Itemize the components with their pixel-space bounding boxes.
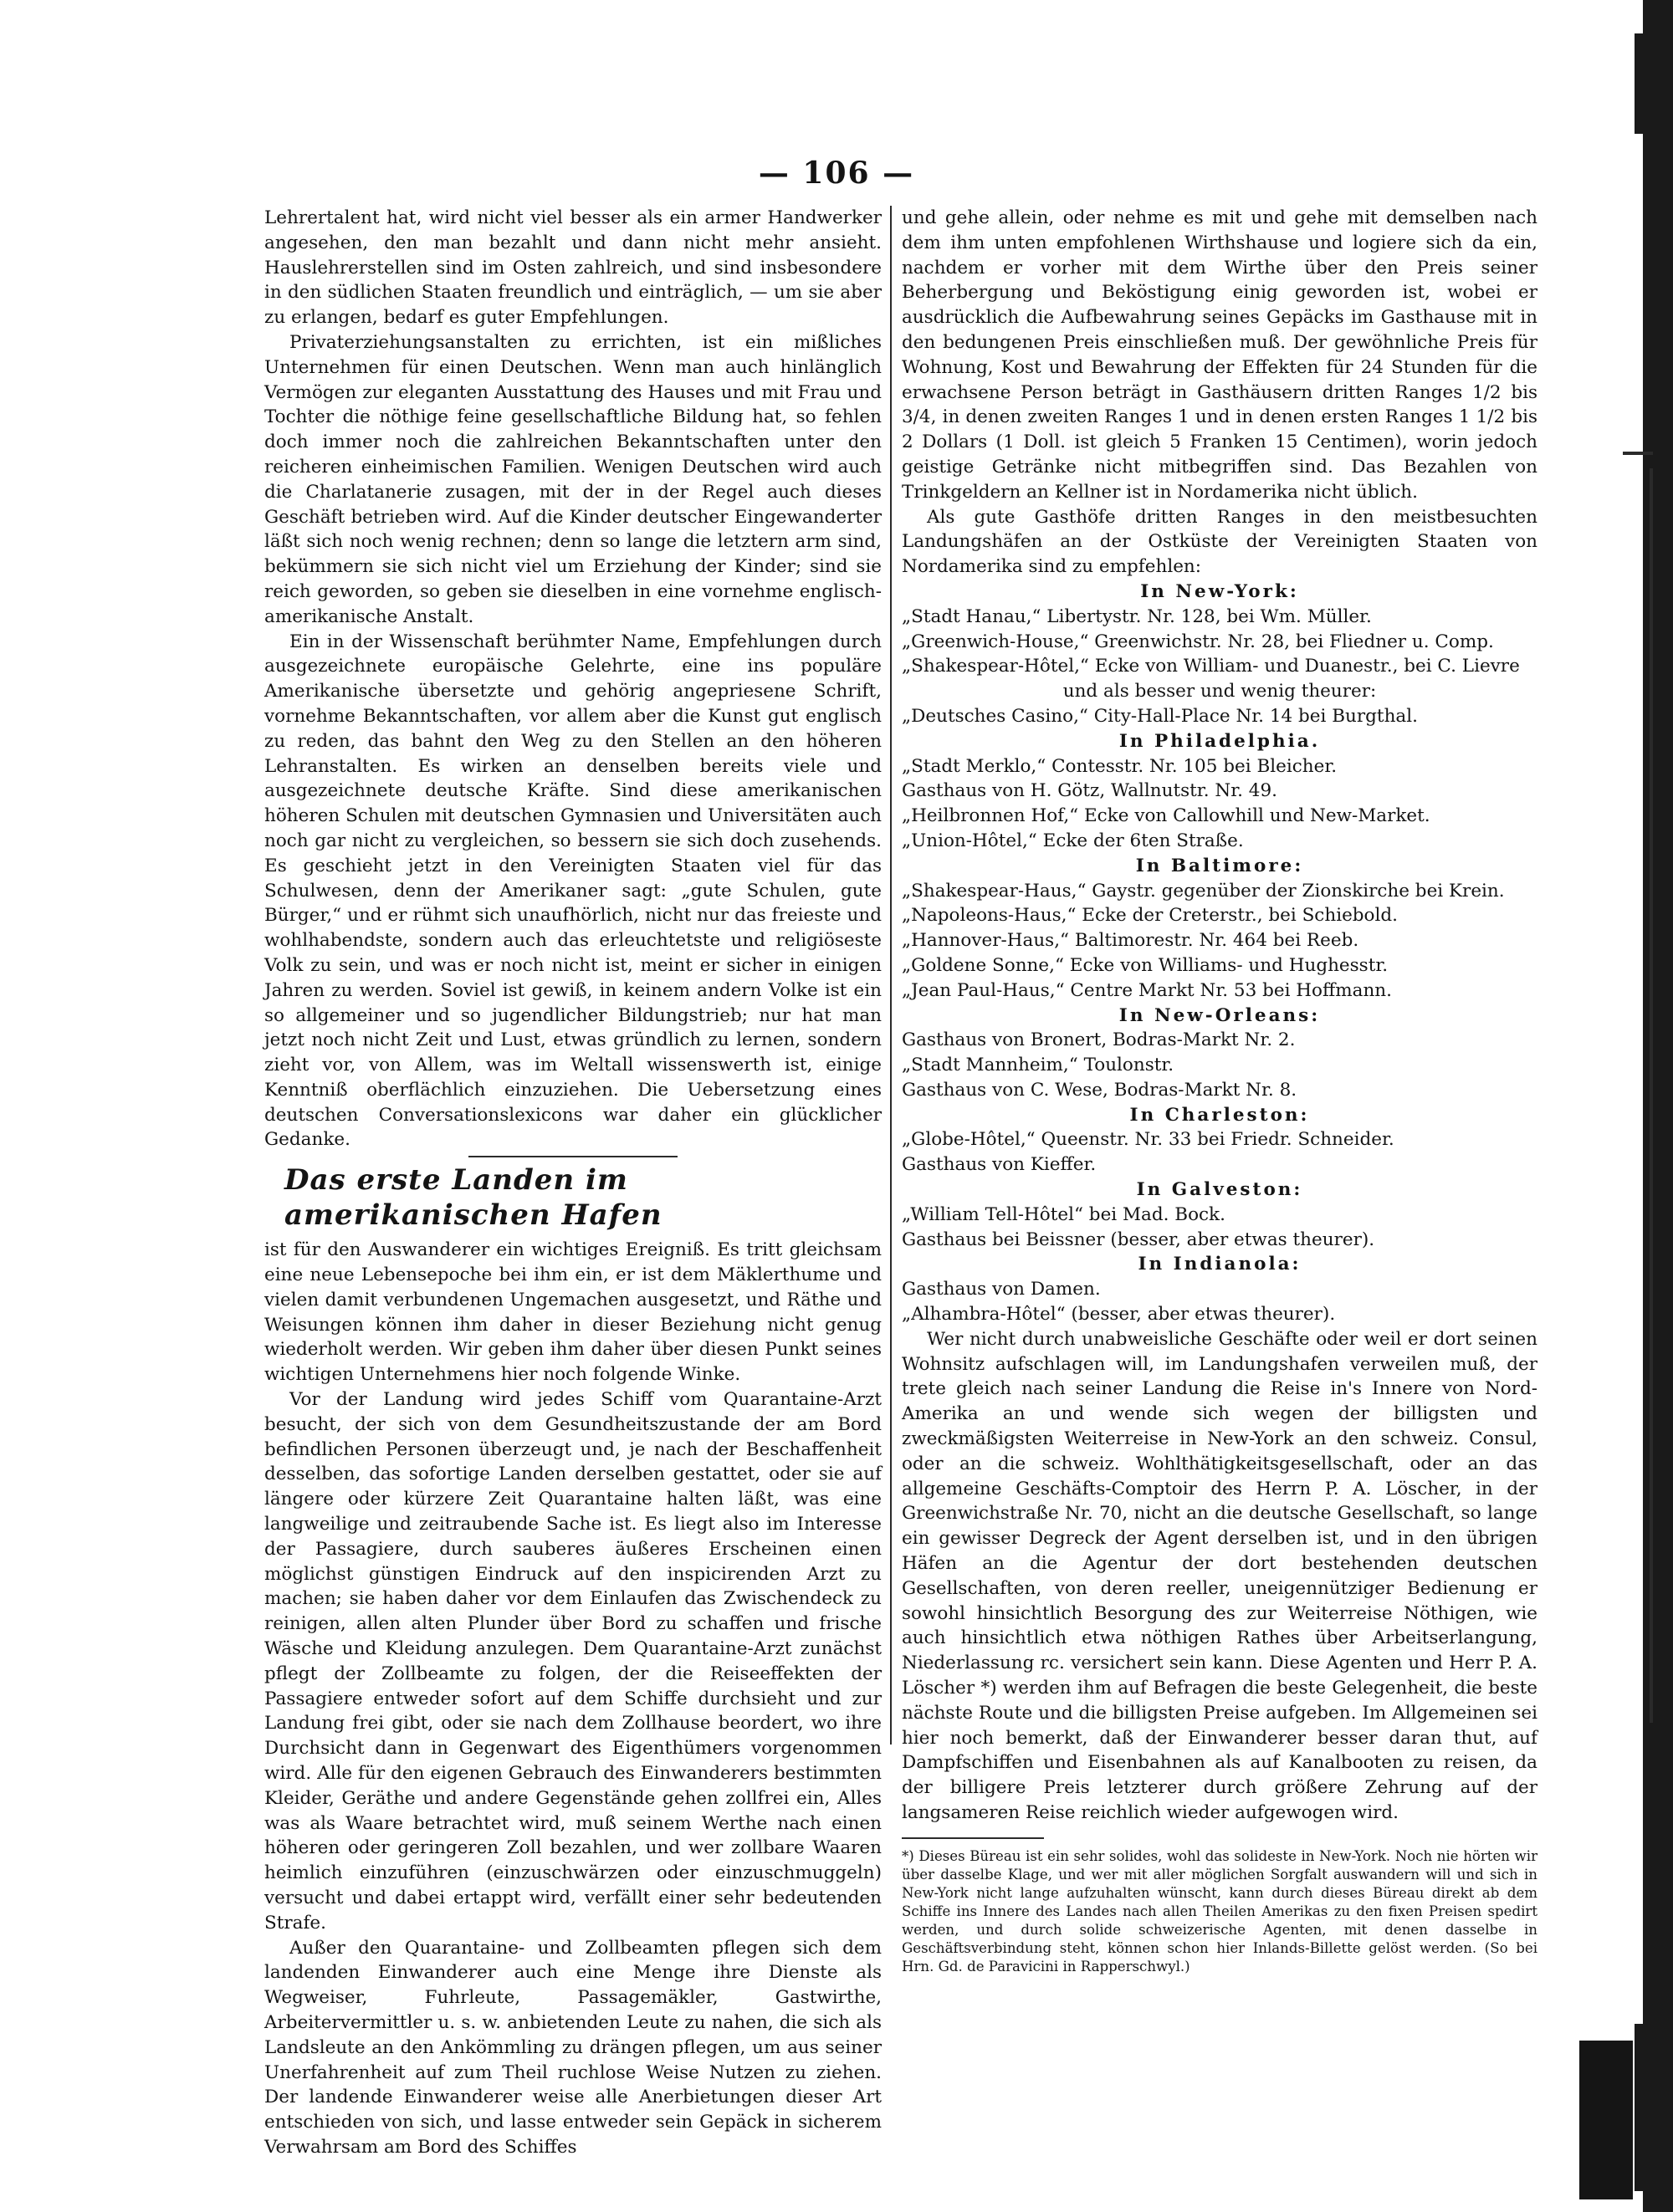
frame-line-horizontal: [1623, 452, 1653, 455]
hotel-entry: Gasthaus von H. Götz, Wallnutstr. Nr. 49.: [902, 780, 1277, 802]
hotel-entry: „Shakespear-Haus,“ Gaystr. gegenüber der Zionskirche bei Krein.: [902, 880, 1505, 902]
left-column: [264, 206, 882, 2160]
hotel-note: und als besser und wenig theurer:: [1062, 681, 1377, 702]
footnote-rule: [902, 1837, 1044, 1839]
right-paragraph: und gehe allein, oder nehme es mit und gehe mit demselben nach dem ihm unten empfohlenen Wirthshause und logiere sich da ein, nachdem er vorher mit dem Wirthe über den Preis seiner Beherbergung und Beköstigung einig geworden ist, wobei er ausdrücklich die Aufbewahrung seines Gepäcks im Gasthause mit in den bedungenen Preis einschließen muß. Der gewöhnliche Preis für Wohnung, Kost und Bewahrung der Effekten für 24 Stunden für die erwachsene Person beträgt in Gasthäusern dritten Ranges 1/2 bis 3/4, in denen zweiten Ranges 1 und in denen ersten Ranges 1 1/2 bis 2 Dollars (1 Doll. ist gleich 5 Franken 15 Centimen), worin jedoch geistige Getränke nicht mitbegriffen sind. Das Bezahlen von Trinkgeldern an Kellner ist in Nordamerika nicht üblich.: [902, 207, 1537, 503]
city-heading: In Philadelphia.: [1118, 730, 1321, 752]
scan-blot: [1579, 2041, 1633, 2199]
hotel-entry: „Stadt Mannheim,“ Toulonstr.: [902, 1055, 1174, 1076]
hotel-entry: Gasthaus bei Beissner (besser, aber etwas theurer).: [902, 1229, 1375, 1250]
hotel-entry: „Jean Paul-Haus,“ Centre Markt Nr. 53 bei Hoffmann.: [902, 979, 1392, 1001]
hotel-entry: Gasthaus von C. Wese, Bodras-Markt Nr. 8.: [902, 1079, 1297, 1101]
hotel-entry: Gasthaus von Bronert, Bodras-Markt Nr. 2.: [902, 1029, 1296, 1051]
hotel-entry: „Greenwich-House,“ Greenwichstr. Nr. 28, bei Fliedner u. Comp.: [902, 631, 1494, 652]
section-paragraph: Vor der Landung wird jedes Schiff vom Quarantaine-Arzt besucht, der sich von dem Gesundheitszustande der am Bord befindlichen Personen überzeugt und, je nach der Beschaffenheit desselben, das sofortige Landen derselben gestattet, oder sie auf längere oder kürzere Zeit Quarantaine halten läßt, was eine langweilige und zeitraubende Sache ist. Es liegt also im Interesse der Passagiere, durch sauberes äußeres Erscheinen einen möglichst günstigen Eindruck auf den inspicirenden Arzt zu machen; sie haben daher vor dem Einlaufen das Zwischendeck zu reinigen, allen alten Plunder über Bord zu schaffen und frische Wäsche und Kleidung anzulegen. Dem Quarantaine-Arzt zunächst pflegt der Zollbeamte zu folgen, der die Reiseeffekten der Passagiere entweder sofort auf dem Schiffe durchsieht und zur Landung frei gibt, oder sie nach dem Zollhause beordert, wo ihre Durchsicht dann in Gegenwart des Eigenthümers vorgenommen wird. Alle für den eigenen Gebrauch des Einwanderers bestimmten Kleider, Geräthe und andere Gegenstände gehen zollfrei ein, Alles was als Waare betrachtet wird, muß seinem Werthe nach einen höheren oder geringeren Zoll bezahlen, und wer zollbare Waaren heimlich einzuführen (einzuschwärzen oder einzuschmuggeln) versucht und dabei ertappt wird, verfällt einer sehr bedeutenden Strafe.: [264, 1389, 882, 1934]
right-paragraph: Wer nicht durch unabweisliche Geschäfte oder weil er dort seinen Wohnsitz aufschlagen will, im Landungshafen verweilen muß, der trete gleich nach seiner Landung die Reise in's Innere von Nord-Amerika an und wende sich wegen der billigsten und zweckmäßigsten Weiterreise in New-York an den schweiz. Consul, oder an die schweiz. Wohlthätigkeitsgesellschaft, oder an das allgemeine Geschäfts-Comptoir des Herrn P. A. Löscher, in der Greenwichstraße Nr. 70, nicht an die deutsche Gesellschaft, so lange ein gewisser Degreck der Agent derselben ist, und in den übrigen Häfen an die Agentur der dort bestehenden deutschen Gesellschaften, von deren reeller, uneigennütziger Bedienung er sowohl hinsichtlich Besorgung des zur Weiterreise Nöthigen, wie auch hinsichtlich etwa nöthigen Rathes über Arbeitserlangung, Niederlassung rc. versichert sein kann. Diese Agenten und Herr P. A. Löscher *) werden ihm auf Befragen die beste Gelegenheit, die beste nächste Route und die billigsten Preise aufgeben. Im Allgemeinen sei hier noch bemerkt, daß der Einwanderer besser daran thut, auf Dampfschiffen und Eisenbahnen als auf Kanalbooten zu reisen, da der billigere Preis letzterer durch größere Zehrung auf der langsameren Reise reichlich wieder aufgewogen wird.: [902, 1328, 1537, 1823]
hotel-entry: „Stadt Merklo,“ Contesstr. Nr. 105 bei Bleicher.: [902, 755, 1338, 777]
hotel-entry: „Heilbronnen Hof,“ Ecke von Callowhill und New-Market.: [902, 805, 1430, 827]
hotel-entry: „Goldene Sonne,“ Ecke von Williams- und Hughesstr.: [902, 954, 1389, 976]
left-paragraph: Privaterziehungsanstalten zu errichten, ist ein mißliches Unternehmen für einen Deutschen. Wenn man auch hinlänglich Vermögen zur eleganten Ausstattung des Hauses und mit Frau und Tochter die nöthige feine gesellschaftliche Bildung hat, so fehlen doch immer noch die zahlreichen Bekanntschaften unter den reicheren einheimischen Familien. Wenigen Deutschen wird auch die Charlatanerie zusagen, mit der in der Regel auch dieses Geschäft betrieben wird. Auf die Kinder deutscher Eingewanderter läßt sich noch wenig rechnen; denn so lange die letztern arm sind, bekümmern sie sich nicht viel um Erziehung der Kinder; sind sie reich geworden, so geben sie dieselben in eine vornehme englisch-amerikanische Anstalt.: [264, 331, 882, 627]
city-heading: In Charleston:: [1129, 1104, 1310, 1126]
city-heading: In Galveston:: [1136, 1179, 1303, 1201]
city-heading: In New-Orleans:: [1118, 1004, 1321, 1026]
section-paragraph: ist für den Auswanderer ein wichtiges Ereigniß. Es tritt gleichsam eine neue Lebensepoche bei ihm ein, er ist dem Mäklerthume und vielen damit verbundenen Ungemachen ausgesetzt, und Räthe und Weisungen können ihm daher in dieser Beziehung nicht genug wiederholt werden. Wir geben ihm daher über diesen Punkt seines wichtigen Unternehmens hier noch folgende Winke.: [264, 1239, 882, 1386]
column-divider: [890, 206, 892, 1745]
hotel-entry: „Shakespear-Hôtel,“ Ecke von William- und Duanestr., bei C. Lievre: [902, 656, 1520, 677]
left-paragraph: Lehrertalent hat, wird nicht viel besser als ein armer Handwerker angesehen, den man bezahlt und dann nicht mehr ansieht. Hauslehrerstellen sind im Osten zahlreich, und sind insbesondere in den südlichen Staaten freundlich und einträglich, — um sie aber zu erlangen, bedarf es guter Empfehlungen.: [264, 207, 882, 329]
city-heading: In New-York:: [1140, 580, 1299, 602]
hotels-intro: Als gute Gasthöfe dritten Ranges in den meistbesuchten Landungshäfen an der Ostküste der Vereinigten Staaten von Nordamerika sind zu empfehlen:: [902, 506, 1537, 578]
hotel-entry: „Hannover-Haus,“ Baltimorestr. Nr. 464 bei Reeb.: [902, 930, 1359, 952]
hotel-entry: „Stadt Hanau,“ Libertystr. Nr. 128, bei Wm. Müller.: [902, 605, 1372, 627]
city-heading: In Baltimore:: [1135, 855, 1304, 876]
hotel-entry: „Globe-Hôtel,“ Queenstr. Nr. 33 bei Friedr. Schneider.: [902, 1129, 1394, 1151]
footnote: *) Dieses Büreau ist ein sehr solides, wohl das solideste in New-York. Noch nie hörten wir über dasselbe Klage, und wer mit aller möglichen Sorgfalt auswandern will und sich in New-York nicht lange aufzuhalten wünscht, kann durch dieses Büreau direkt ab dem Schiffe ins Innere des Landes nach allen Theilen Amerikas zu den fixen Preisen spedirt werden, und durch solide schweizerische Agenten, mit denen dasselbe in Geschäftsverbindung steht, können schon hier Inlands-Billette gelöst werden. (So bei Hrn. Gd. de Paravicini in Rapperschwyl.): [902, 1847, 1537, 1974]
hotel-entry: „Napoleons-Haus,“ Ecke der Creterstr., bei Schiebold.: [902, 905, 1398, 927]
hotel-entry: „Alhambra-Hôtel“ (besser, aber etwas theurer).: [902, 1304, 1336, 1326]
hotel-entry: Gasthaus von Kieffer.: [902, 1154, 1097, 1176]
section-heading: Das erste Landen im amerikanischen Hafen: [284, 1163, 663, 1233]
right-column: [902, 206, 1537, 1976]
page-number: — 106 —: [758, 156, 915, 191]
hotel-entry: „Deutsches Casino,“ City-Hall-Place Nr. 14 bei Burgthal.: [902, 705, 1418, 727]
section-paragraph: Außer den Quarantaine- und Zollbeamten pflegen sich dem landenden Einwanderer auch eine Menge ihre Dienste als Wegweiser, Fuhrleute, Passagemäkler, Gastwirthe, Arbeitervermittler u. s. w. anbietenden Leute zu nahen, die sich als Landsleute an den Ankömmling zu drängen pflegen, um aus seiner Unerfahrenheit auf zum Theil ruchlose Weise Nutzen zu ziehen. Der landende Einwanderer weise alle Anerbietungen dieser Art entschieden von sich, und lasse entweder sein Gepäck in sicherem Verwahrsam am Bord des Schiffes: [264, 1937, 882, 2158]
hotel-entry: „Union-Hôtel,“ Ecke der 6ten Straße.: [902, 830, 1244, 851]
frame-line-vertical: [1650, 468, 1653, 1723]
hotel-entry: „William Tell-Hôtel“ bei Mad. Bock.: [902, 1203, 1225, 1225]
scan-edge: [1643, 0, 1673, 2212]
left-paragraph: Ein in der Wissenschaft berühmter Name, Empfehlungen durch ausgezeichnete europäische Gelehrte, eine ins populäre Amerikanische übersetzte und gehörig angepriesene Schrift, vornehme Bekanntschaften, vor allem aber die Kunst gut englisch zu reden, das bahnt den Weg zu den Stellen an den höheren Lehranstalten. Es wirken an denselben bereits viele und ausgezeichnete deutsche Kräfte. Sind diese amerikanischen höheren Schulen mit deutschen Gymnasien und Universitäten auch noch gar nicht zu vergleichen, so bessern sie sich doch zusehends. Es geschieht jetzt in den Vereinigten Staaten viel für das Schulwesen, denn der Amerikaner sagt: „gute Schulen, gute Bürger,“ und er rühmt sich unaufhörlich, nicht nur das freieste und wohlhabendste, sondern auch das erleuchtetste und religiöseste Volk zu sein, und was er noch nicht ist, meint er sicher in einigen Jahren zu werden. Soviel ist gewiß, in keinem andern Volke ist ein so allgemeiner und so jugendlicher Bildungstrieb; nur hat man jetzt noch nicht Zeit und Lust, etwas gründlich zu lernen, sondern zieht vor, von Allem, was im Weltall wissenswerth ist, einige Kenntniß oberflächlich einzuziehen. Die Uebersetzung eines deutschen Conversationslexicons war daher ein glücklicher Gedanke.: [264, 631, 882, 1151]
hotel-entry: Gasthaus von Damen.: [902, 1279, 1101, 1300]
section-rule: [468, 1156, 678, 1157]
city-heading: In Indianola:: [1138, 1254, 1302, 1275]
